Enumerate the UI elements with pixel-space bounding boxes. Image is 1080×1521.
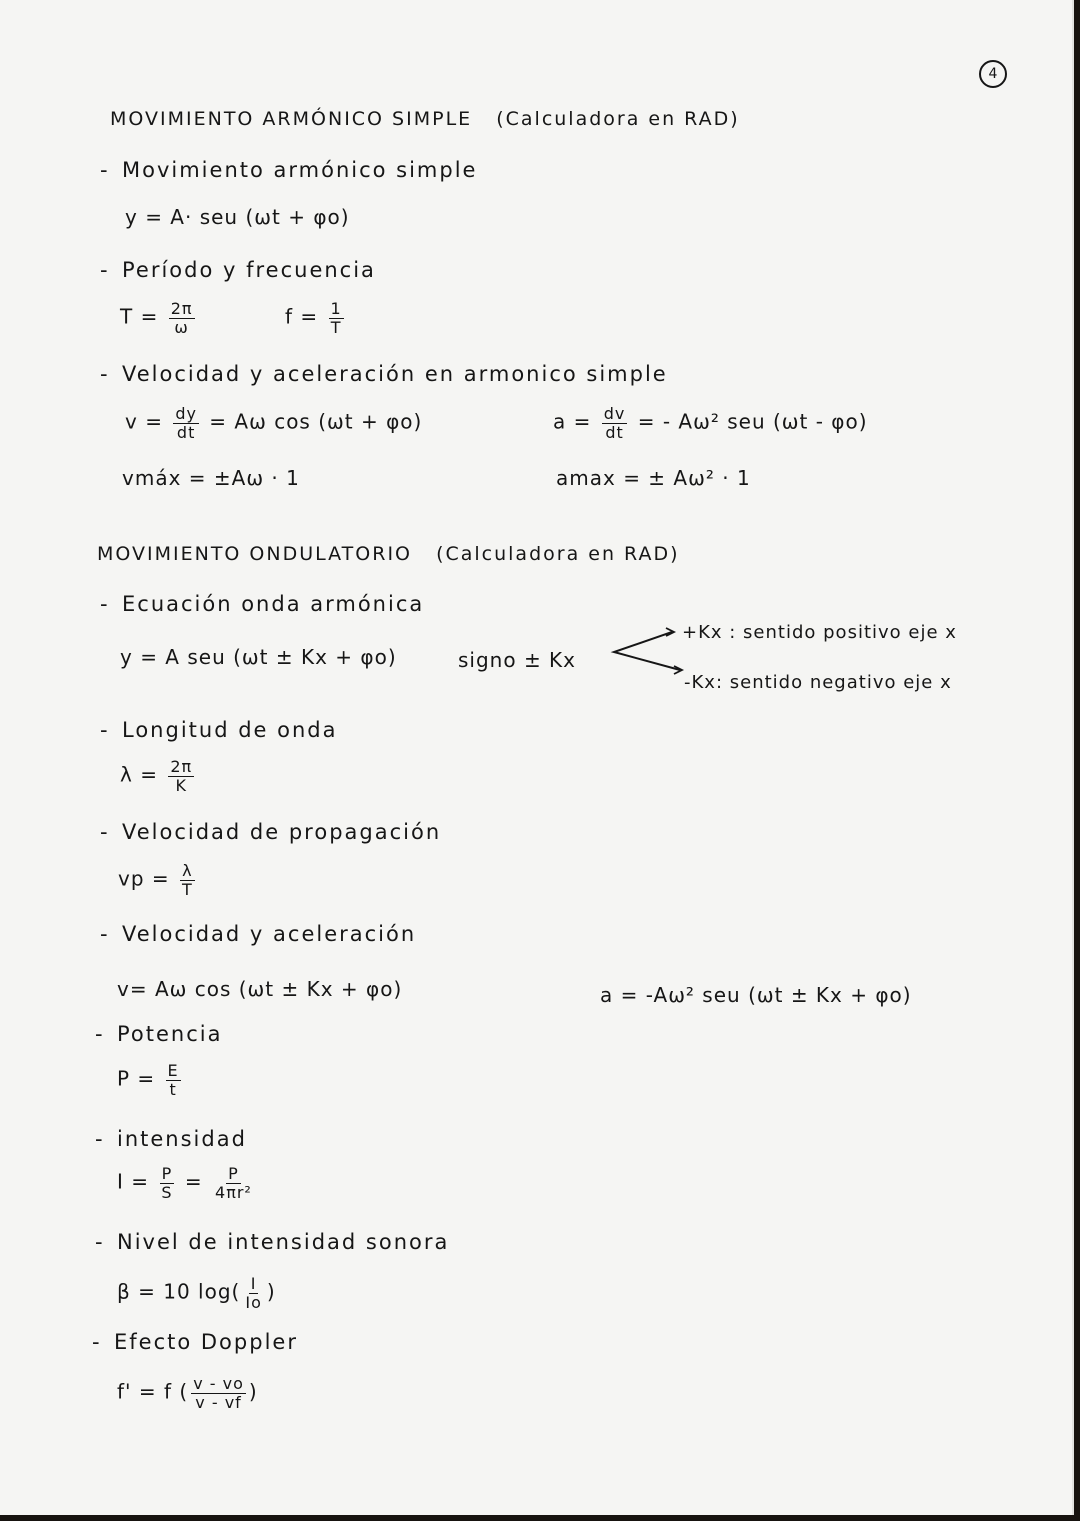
doppler-heading: - Efecto Doppler xyxy=(92,1330,298,1354)
period-formula: T = $\frac{2\pi}{\omega}$ xyxy=(120,299,193,337)
onda-title: MOVIMIENTO ONDULATORIO xyxy=(97,543,413,565)
wave-velocity-formula: v= Aω cos (ωt ± Kx + φo) xyxy=(117,977,403,1001)
doppler-formula: f' = f ( $\frac{v - vo}{v - vf}$ ) xyxy=(117,1374,258,1412)
mas-heading: - Movimiento armónico simple xyxy=(100,158,478,182)
propagation-velocity-heading: - Velocidad de propagación xyxy=(100,820,442,844)
mas-title: MOVIMIENTO ARMÓNICO SIMPLE xyxy=(110,108,473,130)
sign-arrows xyxy=(600,620,690,680)
onda-title-note: (Calculadora en RAD) xyxy=(436,543,680,565)
power-heading: - Potencia xyxy=(95,1022,223,1046)
wavelength-formula: λ = $\frac{2\pi}{K}$ xyxy=(120,757,193,795)
sign-positive-note: +Kx : sentido positivo eje x xyxy=(682,622,957,643)
section-title-mas xyxy=(110,108,740,130)
mas-equation: y = A· seu (ωt + φo) xyxy=(125,205,350,229)
wave-equation: y = A seu (ωt ± Kx + φo) xyxy=(120,645,397,669)
power-formula: P = $\frac{E}{t}$ xyxy=(117,1061,179,1099)
velocity-acceleration-heading: - Velocidad y aceleración en armonico simple xyxy=(100,362,668,386)
wavelength-heading: - Longitud de onda xyxy=(100,718,338,742)
wave-acceleration-formula: a = -Aω² seu (ωt ± Kx + φo) xyxy=(600,983,912,1007)
mas-title-note: (Calculadora en RAD) xyxy=(496,108,740,130)
wave-heading: - Ecuación onda armónica xyxy=(100,592,425,616)
page-number: 4 xyxy=(979,60,1007,88)
propagation-velocity-formula: vp = $\frac{\lambda}{T}$ xyxy=(118,861,193,899)
intensity-formula: I = $\frac{P}{S}$ = $\frac{P}{\text{4πr²}}$ xyxy=(117,1164,252,1202)
intensity-heading: - intensidad xyxy=(95,1127,247,1151)
period-heading: - Período y frecuencia xyxy=(100,258,376,282)
sound-level-formula: β = 10 log( $\frac{I}{Io}$ ) xyxy=(117,1274,276,1312)
frequency-formula: f = $\frac{1}{T}$ xyxy=(285,299,342,337)
vmax-formula: vmáx = ±Aω · 1 xyxy=(122,466,300,490)
sound-level-heading: - Nivel de intensidad sonora xyxy=(95,1230,450,1254)
wave-velocity-acceleration-heading: - Velocidad y aceleración xyxy=(100,922,417,946)
acceleration-formula: a = $\frac{dv}{dt}$ = - Aω² seu (ωt - φo) xyxy=(553,404,868,442)
sign-label: signo ± Kx xyxy=(458,648,577,672)
section-title-onda xyxy=(97,543,680,565)
velocity-formula: v = $\frac{dy}{dt}$ = Aω cos (ωt + φo) xyxy=(125,404,423,442)
sign-negative-note: -Kx: sentido negativo eje x xyxy=(684,672,952,693)
amax-formula: amax = ± Aω² · 1 xyxy=(556,466,751,490)
